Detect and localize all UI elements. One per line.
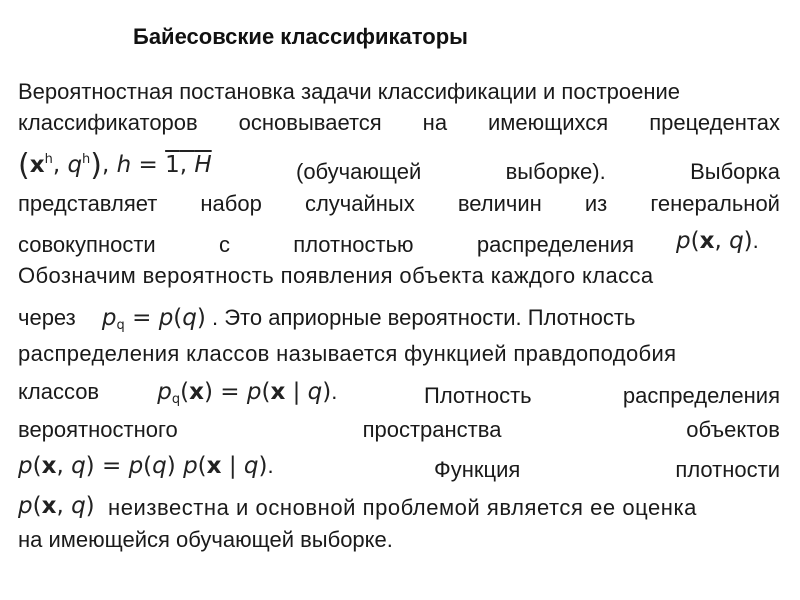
word: через bbox=[18, 305, 76, 330]
formula-likelihood: $p_q(x) = p(x$ | q) bbox=[157, 379, 332, 407]
word: из bbox=[584, 191, 608, 216]
text-line-10 bbox=[18, 416, 780, 444]
word: прецедентах bbox=[649, 110, 780, 135]
text-segment: . Это априорные вероятности. Плотность bbox=[212, 305, 636, 330]
text-line-7 bbox=[18, 304, 780, 340]
comma: , bbox=[102, 152, 110, 178]
word: пространства bbox=[362, 417, 502, 442]
word: Функция bbox=[434, 457, 521, 482]
text-line-3 bbox=[296, 158, 780, 186]
word: классов bbox=[18, 379, 100, 404]
text-line-13: на имеющейся обучающей выборке. bbox=[18, 527, 393, 552]
word: плотностью bbox=[293, 232, 414, 257]
word: выборке). bbox=[505, 159, 606, 184]
word: плотности bbox=[675, 457, 780, 482]
word: генеральной bbox=[650, 191, 780, 216]
slide-title: Байесовские классификаторы bbox=[133, 24, 468, 49]
word: с bbox=[219, 232, 230, 257]
word: распределения bbox=[476, 232, 634, 257]
text-line-5 bbox=[18, 231, 634, 259]
word: распределения bbox=[622, 383, 780, 408]
word: основывается bbox=[238, 110, 382, 135]
text-line-6: Обозначим вероятность появления объекта каждого класса bbox=[18, 263, 654, 288]
text-line-4 bbox=[18, 190, 780, 218]
word: представляет bbox=[18, 191, 158, 216]
word: имеющихся bbox=[488, 110, 609, 135]
formula-prior: $p_q = p(q)$ bbox=[101, 305, 206, 333]
word: классификаторов bbox=[18, 110, 198, 135]
word: величин bbox=[457, 191, 542, 216]
text-line-9a: классов $p_q(x) = p(x$ | q). bbox=[18, 379, 338, 407]
word: вероятностного bbox=[18, 417, 178, 442]
word: Выборка bbox=[690, 159, 780, 184]
word: набор bbox=[200, 191, 262, 216]
formula-density-2: p(x, q) bbox=[18, 493, 95, 519]
word: Плотность bbox=[424, 383, 532, 408]
text-line-8: распределения классов называется функцией правдоподобия bbox=[18, 341, 677, 366]
text-line-12: неизвестна и основной проблемой является ее оценка bbox=[108, 495, 697, 520]
text-line-9b bbox=[424, 382, 780, 410]
text-line-11 bbox=[434, 456, 780, 484]
word: объектов bbox=[686, 417, 780, 442]
word: (обучающей bbox=[296, 159, 422, 184]
formula-density: p(x, q). bbox=[676, 228, 759, 254]
formula-joint: p(x, q) = p(q) p(x | q). bbox=[18, 453, 274, 479]
text-line-2 bbox=[18, 109, 780, 137]
word: случайных bbox=[304, 191, 415, 216]
formula-precedents: ($x^h$, $q^h$), h = 1, H bbox=[18, 148, 212, 183]
word: совокупности bbox=[18, 232, 156, 257]
text-line-1: Вероятностная постановка задачи классификации и построение bbox=[18, 79, 681, 104]
word: на bbox=[422, 110, 448, 135]
